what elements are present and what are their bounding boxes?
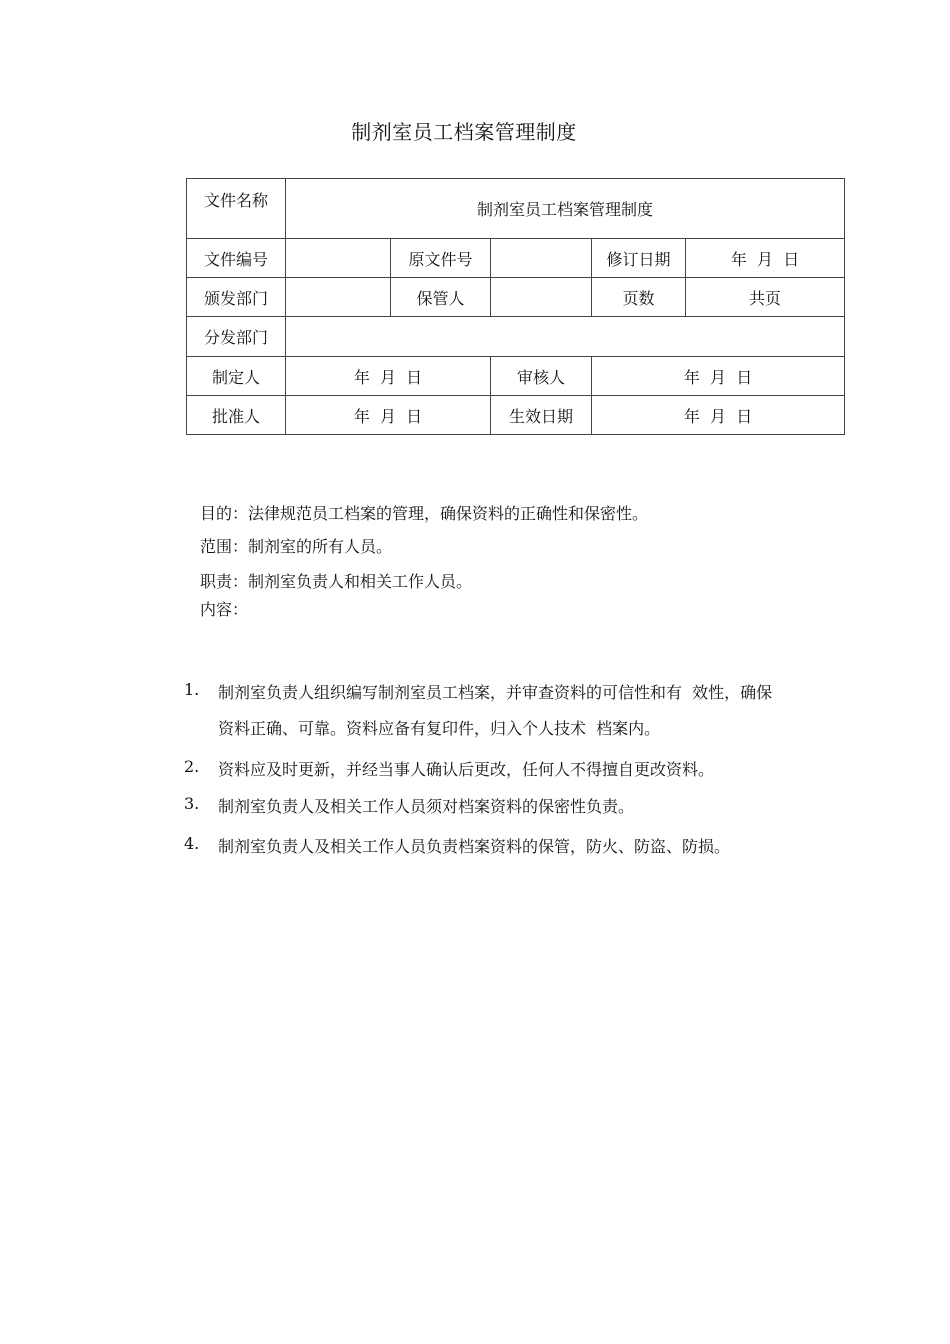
pages-value: 共页 <box>686 278 845 317</box>
pages-label: 页数 <box>592 278 686 317</box>
purpose-paragraph: 目的：法律规范员工档案的管理，确保资料的正确性和保密性。 <box>200 504 649 523</box>
list-item-text: 制剂室负责人及相关工作人员须对档案资料的保密性负责。 <box>218 797 635 816</box>
issue-dept-value <box>286 278 391 317</box>
table-row <box>187 357 845 396</box>
list-item-text: 制剂室负责人及相关工作人员负责档案资料的保管，防火、防盗、防损。 <box>218 837 731 856</box>
effective-date: 年 月 日 <box>592 396 845 435</box>
orig-file-no-label: 原文件号 <box>391 239 491 278</box>
list-item-text-continued: 资料正确、可靠。资料应备有复印件，归入个人技术 档案内。 <box>218 719 661 738</box>
file-no-value <box>286 239 391 278</box>
reviewer-label: 审核人 <box>491 357 592 396</box>
keeper-label: 保管人 <box>391 278 491 317</box>
table-row <box>187 396 845 435</box>
table-row <box>187 278 845 317</box>
approver-date: 年 月 日 <box>286 396 491 435</box>
list-item-number: 2. <box>184 757 200 776</box>
keeper-value <box>491 278 592 317</box>
author-date: 年 月 日 <box>286 357 491 396</box>
author-label: 制定人 <box>187 357 286 396</box>
document-title: 制剂室员工档案管理制度 <box>351 120 577 144</box>
revision-date-value: 年 月 日 <box>686 239 845 278</box>
file-name-label: 文件名称 <box>187 179 286 239</box>
effective-label: 生效日期 <box>491 396 592 435</box>
table-row <box>187 317 845 357</box>
reviewer-date: 年 月 日 <box>592 357 845 396</box>
orig-file-no-value <box>491 239 592 278</box>
table-row <box>187 179 845 239</box>
list-item-text: 资料应及时更新，并经当事人确认后更改，任何人不得擅自更改资料。 <box>218 760 715 779</box>
scope-paragraph: 范围：制剂室的所有人员。 <box>200 537 393 556</box>
list-item-number: 3. <box>184 794 200 813</box>
revision-date-label: 修订日期 <box>592 239 686 278</box>
dist-dept-value <box>286 317 845 357</box>
file-no-label: 文件编号 <box>187 239 286 278</box>
issue-dept-label: 颁发部门 <box>187 278 286 317</box>
duty-paragraph: 职责：制剂室负责人和相关工作人员。 <box>200 572 473 591</box>
dist-dept-label: 分发部门 <box>187 317 286 357</box>
file-name-value: 制剂室员工档案管理制度 <box>286 179 845 239</box>
list-item-number: 1. <box>184 680 200 699</box>
table-row <box>187 239 845 278</box>
approver-label: 批准人 <box>187 396 286 435</box>
content-heading: 内容： <box>200 600 249 619</box>
document-info-table <box>186 178 845 435</box>
list-item-text: 制剂室负责人组织编写制剂室员工档案，并审查资料的可信性和有 效性，确保 <box>218 683 773 702</box>
list-item-number: 4. <box>184 834 200 853</box>
